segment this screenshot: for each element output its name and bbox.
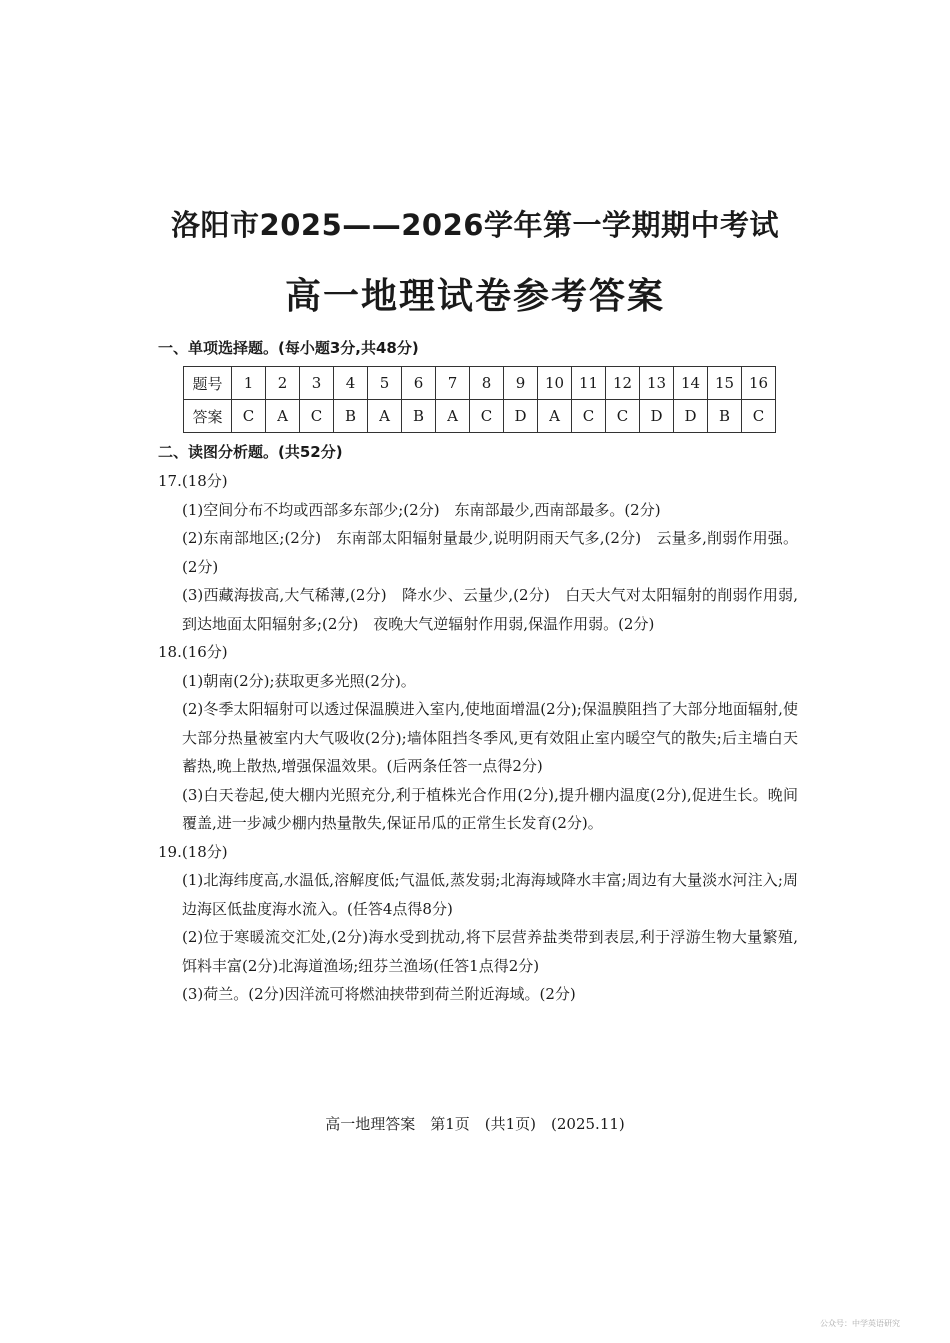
section1-heading: 一、单项选择题。(每小题3分,共48分) bbox=[158, 339, 419, 357]
question-number-cell: 6 bbox=[402, 367, 436, 400]
question-number-cell: 14 bbox=[674, 367, 708, 400]
answer-cell: B bbox=[334, 400, 368, 433]
section2-heading: 二、读图分析题。(共52分) bbox=[158, 443, 343, 461]
question-17-title: 17.(18分) bbox=[158, 472, 228, 490]
question-19-part-3: (3)荷兰。(2分)因洋流可将燃油挟带到荷兰附近海域。(2分) bbox=[182, 985, 576, 1003]
answer-cell: A bbox=[436, 400, 470, 433]
answer-cell: C bbox=[572, 400, 606, 433]
answer-cell: D bbox=[504, 400, 538, 433]
question-17-part-2: (2)东南部地区;(2分) 东南部太阳辐射量最少,说明阴雨天气多,(2分) 云量多,削弱作用强。(2分) bbox=[182, 529, 798, 576]
question-number-cell: 10 bbox=[538, 367, 572, 400]
question-19-part-1: (1)北海纬度高,水温低,溶解度低;气温低,蒸发弱;北海海域降水丰富;周边有大量淡水河注入;周边海区低盐度海水流入。(任答4点得8分) bbox=[182, 871, 798, 918]
answer-cell: C bbox=[606, 400, 640, 433]
watermark-text: 公众号：中学英语研究 bbox=[820, 1319, 900, 1328]
document-title: 高一地理试卷参考答案 bbox=[284, 275, 665, 317]
question-number-cell: 16 bbox=[742, 367, 776, 400]
question-17-part-3: (3)西藏海拔高,大气稀薄,(2分) 降水少、云量少,(2分) 白天大气对太阳辐射的削弱作用弱,到达地面太阳辐射多;(2分) 夜晚大气逆辐射作用弱,保温作用弱。(2分) bbox=[182, 586, 798, 633]
answer-cell: C bbox=[470, 400, 504, 433]
answer-cell: A bbox=[368, 400, 402, 433]
answer-cell: C bbox=[232, 400, 266, 433]
answer-cell: C bbox=[742, 400, 776, 433]
question-number-cell: 15 bbox=[708, 367, 742, 400]
question-number-cell: 1 bbox=[232, 367, 266, 400]
question-number-cell: 8 bbox=[470, 367, 504, 400]
answer-table-row-label: 题号 bbox=[184, 367, 232, 400]
question-number-cell: 5 bbox=[368, 367, 402, 400]
answer-table-number-row bbox=[184, 367, 776, 400]
question-number-cell: 13 bbox=[640, 367, 674, 400]
question-number-cell: 12 bbox=[606, 367, 640, 400]
answer-cell: A bbox=[266, 400, 300, 433]
question-19-title: 19.(18分) bbox=[158, 842, 228, 861]
answer-cell: D bbox=[674, 400, 708, 433]
page-footer: 高一地理答案 第1页 (共1页) (2025.11) bbox=[325, 1115, 625, 1133]
question-17-part-1: (1)空间分布不均或西部多东部少;(2分) 东南部最少,西南部最多。(2分) bbox=[182, 500, 661, 519]
answer-cell: C bbox=[300, 400, 334, 433]
exam-title: 洛阳市2025——2026学年第一学期期中考试 bbox=[171, 208, 779, 242]
answer-cell: D bbox=[640, 400, 674, 433]
question-18-title: 18.(16分) bbox=[158, 643, 228, 661]
answer-cell: A bbox=[538, 400, 572, 433]
question-18-part-3: (3)白天卷起,使大棚内光照充分,利于植株光合作用(2分),提升棚内温度(2分),促进生长。晚间覆盖,进一步减少棚内热量散失,保证吊瓜的正常生长发育(2分)。 bbox=[182, 785, 798, 832]
question-number-cell: 7 bbox=[436, 367, 470, 400]
question-18-part-1: (1)朝南(2分);获取更多光照(2分)。 bbox=[182, 671, 416, 690]
question-number-cell: 3 bbox=[300, 367, 334, 400]
question-number-cell: 11 bbox=[572, 367, 606, 400]
question-19-part-2: (2)位于寒暖流交汇处,(2分)海水受到扰动,将下层营养盐类带到表层,利于浮游生物大量繁殖,饵料丰富(2分)北海道渔场;纽芬兰渔场(任答1点得2分) bbox=[182, 928, 798, 975]
answer-cell: B bbox=[402, 400, 436, 433]
question-number-cell: 4 bbox=[334, 367, 368, 400]
analysis-answers bbox=[158, 467, 798, 1009]
answer-cell: B bbox=[708, 400, 742, 433]
answer-table-answer-row bbox=[184, 400, 776, 433]
question-number-cell: 9 bbox=[504, 367, 538, 400]
question-18-part-2: (2)冬季太阳辐射可以透过保温膜进入室内,使地面增温(2分);保温膜阻挡了大部分地面辐射,使大部分热量被室内大气吸收(2分);墙体阻挡冬季风,更有效阻止室内暖空气的散失;后主墙白天蓄热,晚上散热,增强保温效果。(后两条任答一点得2分) bbox=[182, 700, 798, 775]
answer-table bbox=[183, 366, 776, 433]
question-number-cell: 2 bbox=[266, 367, 300, 400]
answer-table-row-label: 答案 bbox=[184, 400, 232, 433]
